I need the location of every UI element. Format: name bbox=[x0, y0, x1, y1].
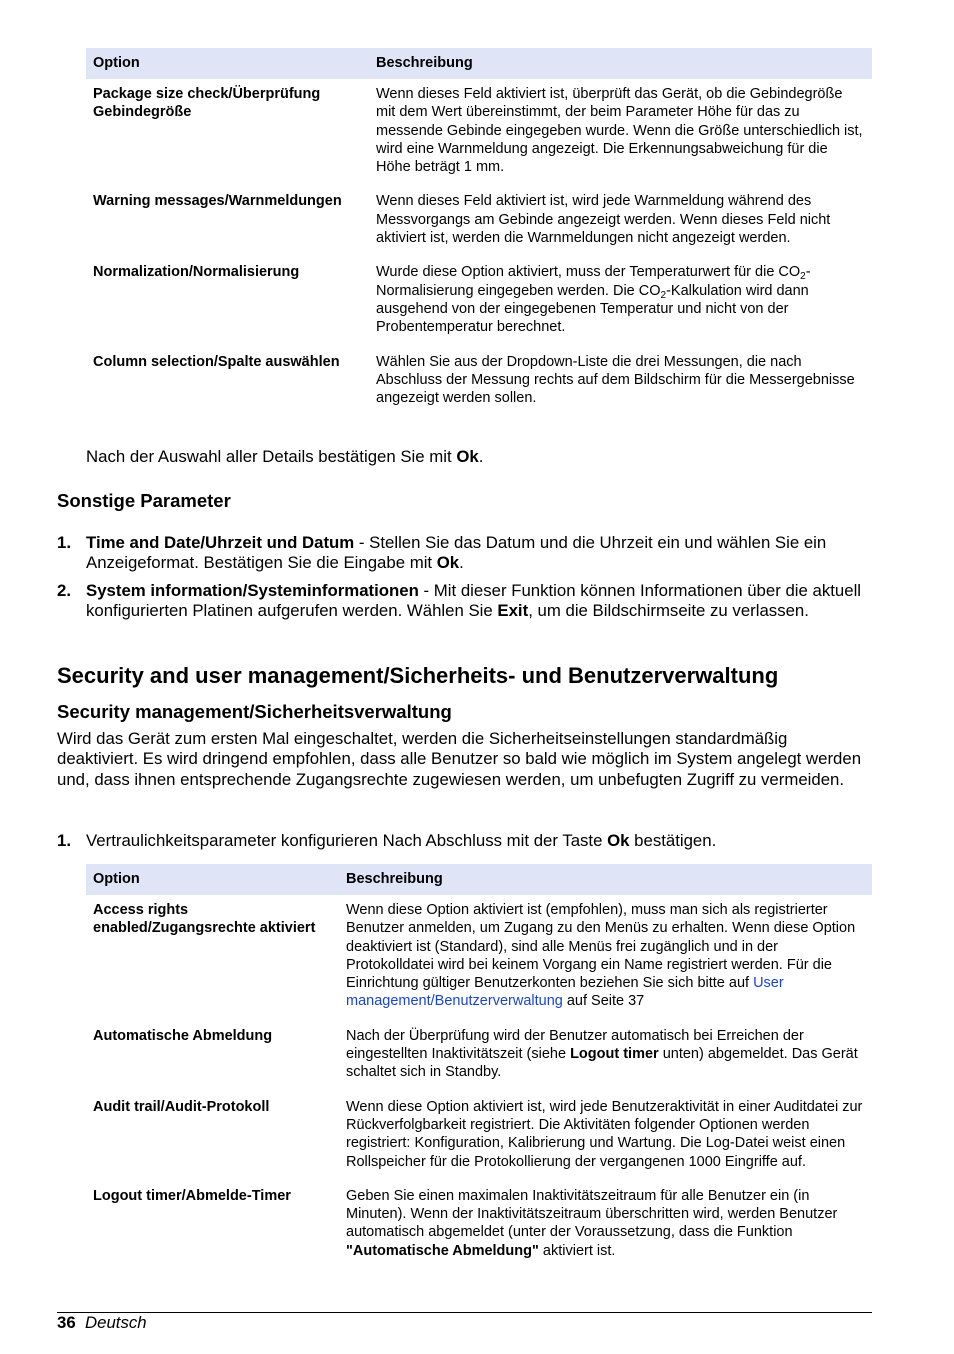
description-bold: Logout timer bbox=[570, 1046, 659, 1063]
description-text: unten) abgemeldet. Das Gerät schaltet sich in Standby. bbox=[346, 1046, 858, 1081]
description-text: Nach der Überprüfung wird der Benutzer automatisch bei Erreichen der eingestellten Inaktivitätszeit (siehe bbox=[346, 1027, 804, 1063]
subsection-heading-security-management: Security management/Sicherheitsverwaltung bbox=[57, 701, 452, 722]
options-table-2 bbox=[86, 864, 872, 1268]
step-end: bestätigen. bbox=[629, 831, 717, 850]
section-heading-security: Security and user management/Sicherheits- und Benutzerverwaltung bbox=[57, 663, 779, 688]
description-part: -Normalisierung eingegeben werden. Die CO bbox=[376, 264, 811, 299]
user-management-link[interactable]: User management/Benutzerverwaltung bbox=[346, 975, 784, 1010]
table-header bbox=[86, 864, 872, 895]
option-description bbox=[339, 895, 872, 1019]
table-row bbox=[86, 1179, 872, 1268]
table-row bbox=[86, 184, 872, 255]
column-header-description: Beschreibung bbox=[339, 864, 872, 895]
option-name: Automatische Abmeldung bbox=[93, 1027, 273, 1044]
option-name: Package size check/Überprüfung Gebindegröße bbox=[93, 86, 321, 121]
table-row bbox=[86, 255, 872, 344]
description-text: Wenn diese Option aktiviert ist (empfohlen), muss man sich als registrierter Benutzer anmelden, um Zugang zu den Menüs zu erhalten. Wenn diese Option deaktiviert ist (Standard), sind alle Menüs frei zugänglich und in der Protokolldatei wird bei keinem Vorgang ein Name registriert werden. Für die Einrichtung gültiger Benutzerkonten beziehen Sie sich bitte auf bbox=[346, 902, 856, 992]
item-text: - Stellen Sie das Datum und die Uhrzeit ein und wählen Sie ein Anzeigeformat. Bestätigen Sie die Eingabe mit bbox=[86, 533, 827, 573]
table-row bbox=[86, 345, 872, 416]
ok-label: Ok bbox=[607, 831, 630, 850]
list-item bbox=[57, 831, 872, 851]
list-item bbox=[57, 581, 872, 622]
column-header-option: Option bbox=[86, 48, 369, 79]
list-number: 1. bbox=[57, 831, 71, 850]
item-bold: Exit bbox=[497, 601, 529, 621]
list-number: 1. bbox=[57, 533, 71, 552]
ok-label: Ok bbox=[456, 447, 479, 466]
table-row bbox=[86, 1090, 872, 1179]
subscript: 2 bbox=[660, 289, 667, 301]
options-table-1 bbox=[86, 48, 872, 415]
section-heading-sonstige: Sonstige Parameter bbox=[57, 490, 231, 511]
option-description: Wenn dieses Feld aktiviert ist, wird jede Warnmeldung während des Messvorgangs am Gebinde angezeigt werden. Wenn dieses Feld nicht aktiviert ist, werden die Warnmeldungen nicht angezeigt werden. bbox=[376, 193, 831, 247]
option-description: Wenn diese Option aktiviert ist, wird jede Benutzeraktivität in einer Auditdatei zur Rückverfolgbarkeit registriert. Die Aktivitäten folgender Optionen werden registriert: Konfiguration, Kalibrierung und Wartung. Die Log-Datei weist einen Rollspeicher für die Protokollierung der vergangenen 1000 Eingriffe auf. bbox=[346, 1098, 863, 1170]
option-name: Access rights enabled/Zugangsrechte aktiviert bbox=[93, 902, 316, 937]
item-text: - Mit dieser Funktion können Informationen über die aktuell konfigurierten Platinen aufgerufen werden. Wählen Sie bbox=[86, 581, 862, 621]
option-name: Normalization/Normalisierung bbox=[93, 264, 300, 281]
confirm-paragraph bbox=[86, 447, 872, 467]
column-header-description: Beschreibung bbox=[369, 48, 872, 79]
option-name: Warning messages/Warnmeldungen bbox=[93, 193, 342, 210]
item-end: , um die Bildschirmseite zu verlassen. bbox=[528, 601, 809, 621]
footer-rule bbox=[57, 1312, 872, 1313]
item-title: Time and Date/Uhrzeit und Datum bbox=[86, 533, 355, 552]
description-text: auf Seite 37 bbox=[562, 993, 645, 1010]
table-row bbox=[86, 895, 872, 1019]
confirm-text: Nach der Auswahl aller Details bestätigen Sie mit bbox=[86, 447, 457, 466]
page-footer bbox=[57, 1313, 147, 1333]
item-bold: Ok bbox=[436, 553, 460, 573]
option-description: Wählen Sie aus der Dropdown-Liste die drei Messungen, die nach Abschluss der Messung rechts auf dem Bildschirm für die Messergebnisse angezeigt werden sollen. bbox=[376, 353, 855, 407]
option-description bbox=[369, 255, 872, 344]
item-end: . bbox=[459, 553, 464, 573]
description-part: -Kalkulation wird dann ausgehend von der eingegebenen Temperatur und nicht von der Probentemperatur berechnet. bbox=[376, 282, 809, 336]
option-description: Wenn dieses Feld aktiviert ist, überprüft das Gerät, ob die Gebindegröße mit dem Wert übereinstimmt, der beim Parameter Höhe für das zu messende Gebinde eingegeben wurde. Wenn die Größe unterschiedlich ist, wird eine Warnmeldung angezeigt. Die Erkennungsabweichung für die Höhe beträgt 1 mm. bbox=[376, 86, 863, 176]
option-name: Logout timer/Abmelde-Timer bbox=[93, 1187, 291, 1204]
step-text: Vertraulichkeitsparameter konfigurieren Nach Abschluss mit der Taste bbox=[86, 831, 608, 850]
table-header bbox=[86, 48, 872, 79]
table-row bbox=[86, 1019, 872, 1090]
column-header-option: Option bbox=[86, 864, 339, 895]
description-bold: "Automatische Abmeldung" bbox=[346, 1242, 539, 1259]
description-text: Geben Sie einen maximalen Inaktivitätszeitraum für alle Benutzer ein (in Minuten). Wenn der Inaktivitätszeitraum überschritten wird, werden Benutzer automatisch abgemeldet (unter der Voraussetzung, dass die Funktion bbox=[346, 1187, 838, 1241]
table-row bbox=[86, 79, 872, 184]
page-number: 36 bbox=[57, 1313, 76, 1332]
option-name: Audit trail/Audit-Protokoll bbox=[93, 1098, 270, 1115]
option-description bbox=[339, 1019, 872, 1090]
list-item bbox=[57, 533, 872, 574]
description-text: aktiviert ist. bbox=[538, 1242, 616, 1259]
option-name: Column selection/Spalte auswählen bbox=[93, 353, 340, 370]
list-number: 2. bbox=[57, 581, 71, 600]
subscript: 2 bbox=[800, 271, 806, 283]
item-title: System information/Systeminformationen bbox=[86, 581, 419, 600]
option-description bbox=[339, 1179, 872, 1268]
description-part: Wurde diese Option aktiviert, muss der Temperaturwert für die CO bbox=[376, 264, 801, 281]
security-paragraph: Wird das Gerät zum ersten Mal eingeschaltet, werden die Sicherheitseinstellungen standardmäßig deaktiviert. Es wird dringend empfohlen, dass alle Benutzer so bald wie möglich im System angelegt werden und, dass ihnen entsprechende Zugangsrechte zugewiesen werden, um unbefugten Zugriff zu vermeiden. bbox=[57, 729, 862, 789]
footer-language: Deutsch bbox=[85, 1313, 147, 1332]
confirm-end: . bbox=[478, 447, 484, 466]
